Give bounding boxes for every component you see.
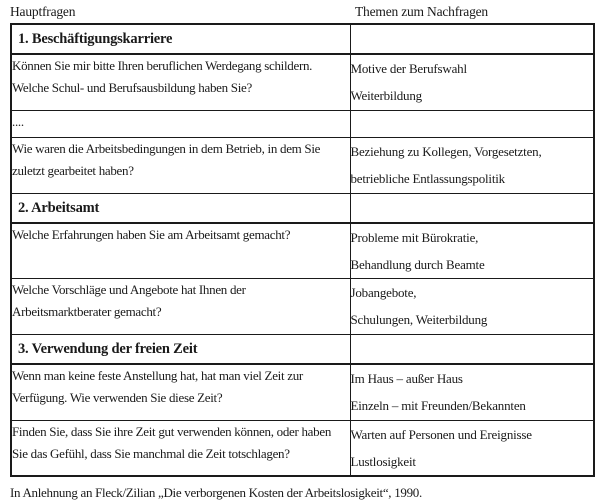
ellipsis-line: .... — [12, 113, 24, 129]
followup-topics-cell — [350, 420, 594, 476]
section-title: 3. Verwendung der freien Zeit — [18, 341, 198, 357]
empty-cell — [350, 110, 594, 137]
topic-line: Motive der Berufswahl — [350, 61, 467, 76]
question-line: Welche Erfahrungen haben Sie am Arbeitsamt gemacht? — [12, 226, 291, 242]
question-line: Können Sie mir bitte Ihren beruflichen Werdegang schildern. — [12, 58, 313, 73]
question-line: Wenn man keine feste Anstellung hat, hat man viel Zeit zur — [12, 368, 303, 383]
question-line: Arbeitsmarktberater gemacht? — [12, 304, 162, 319]
topic-line: betriebliche Entlassungspolitik — [350, 170, 505, 186]
section-title-cell — [11, 24, 350, 54]
question-line: Verfügung. Wie verwenden Sie diese Zeit? — [12, 390, 223, 405]
topic-line: Jobangebote, — [350, 285, 417, 300]
main-question-cell — [11, 364, 350, 420]
main-question-cell — [11, 54, 350, 110]
question-row — [11, 54, 594, 110]
followup-topics-cell — [350, 279, 594, 335]
section-row-beschaeftigungskarriere — [11, 24, 594, 54]
column-header-themen-zum-nachfragen: Themen zum Nachfragen — [355, 4, 488, 19]
topic-line: Schulungen, Weiterbildung — [350, 312, 488, 327]
question-line: Welche Schul- und Berufsausbildung haben Sie? — [12, 80, 252, 95]
section-title-cell — [11, 335, 350, 365]
followup-topics-cell — [350, 137, 594, 193]
question-row — [11, 137, 594, 193]
question-line: Wie waren die Arbeitsbedingungen in dem Betrieb, in dem Sie — [12, 140, 321, 156]
empty-cell — [350, 335, 594, 365]
followup-topics-cell — [350, 364, 594, 420]
main-question-cell — [11, 420, 350, 476]
main-question-cell — [11, 110, 350, 137]
interview-guide-table — [10, 23, 595, 477]
topic-line: Lustlosigkeit — [350, 453, 416, 469]
topic-line: Warten auf Personen und Ereignisse — [350, 426, 532, 442]
section-row-verwendung-der-freien-zeit — [11, 335, 594, 365]
question-line: Finden Sie, dass Sie ihre Zeit gut verwenden können, oder haben — [12, 423, 332, 439]
section-title: 2. Arbeitsamt — [18, 199, 100, 216]
topic-line: Im Haus – außer Haus — [350, 371, 463, 386]
ellipsis-row — [11, 110, 594, 137]
section-title-cell — [11, 193, 350, 223]
question-line: Welche Vorschläge und Angebote hat Ihnen der — [12, 282, 246, 297]
question-row — [11, 223, 594, 279]
question-line: Sie das Gefühl, dass Sie manchmal die Zeit totschlagen? — [12, 445, 290, 461]
main-question-cell — [11, 223, 350, 279]
question-row — [11, 420, 594, 476]
question-row — [11, 364, 594, 420]
topic-line: Einzeln – mit Freunden/Bekannten — [350, 398, 526, 413]
empty-cell — [350, 24, 594, 54]
empty-cell — [350, 193, 594, 223]
table-column-headers — [0, 0, 604, 23]
topic-line: Behandlung durch Beamte — [350, 256, 485, 272]
topic-line: Beziehung zu Kollegen, Vorgesetzten, — [350, 143, 542, 159]
question-row — [11, 279, 594, 335]
followup-topics-cell — [350, 223, 594, 279]
column-header-hauptfragen: Hauptfragen — [10, 4, 76, 19]
source-footnote: In Anlehnung an Fleck/Zilian „Die verborgenen Kosten der Arbeitslosigkeit“, 1990. — [10, 485, 422, 500]
main-question-cell — [11, 279, 350, 335]
topic-line: Weiterbildung — [350, 88, 422, 103]
followup-topics-cell — [350, 54, 594, 110]
topic-line: Probleme mit Bürokratie, — [350, 229, 479, 245]
section-row-arbeitsamt — [11, 193, 594, 223]
section-title: 1. Beschäftigungskarriere — [18, 31, 173, 47]
main-question-cell — [11, 137, 350, 193]
question-line: zuletzt gearbeitet haben? — [12, 162, 134, 178]
